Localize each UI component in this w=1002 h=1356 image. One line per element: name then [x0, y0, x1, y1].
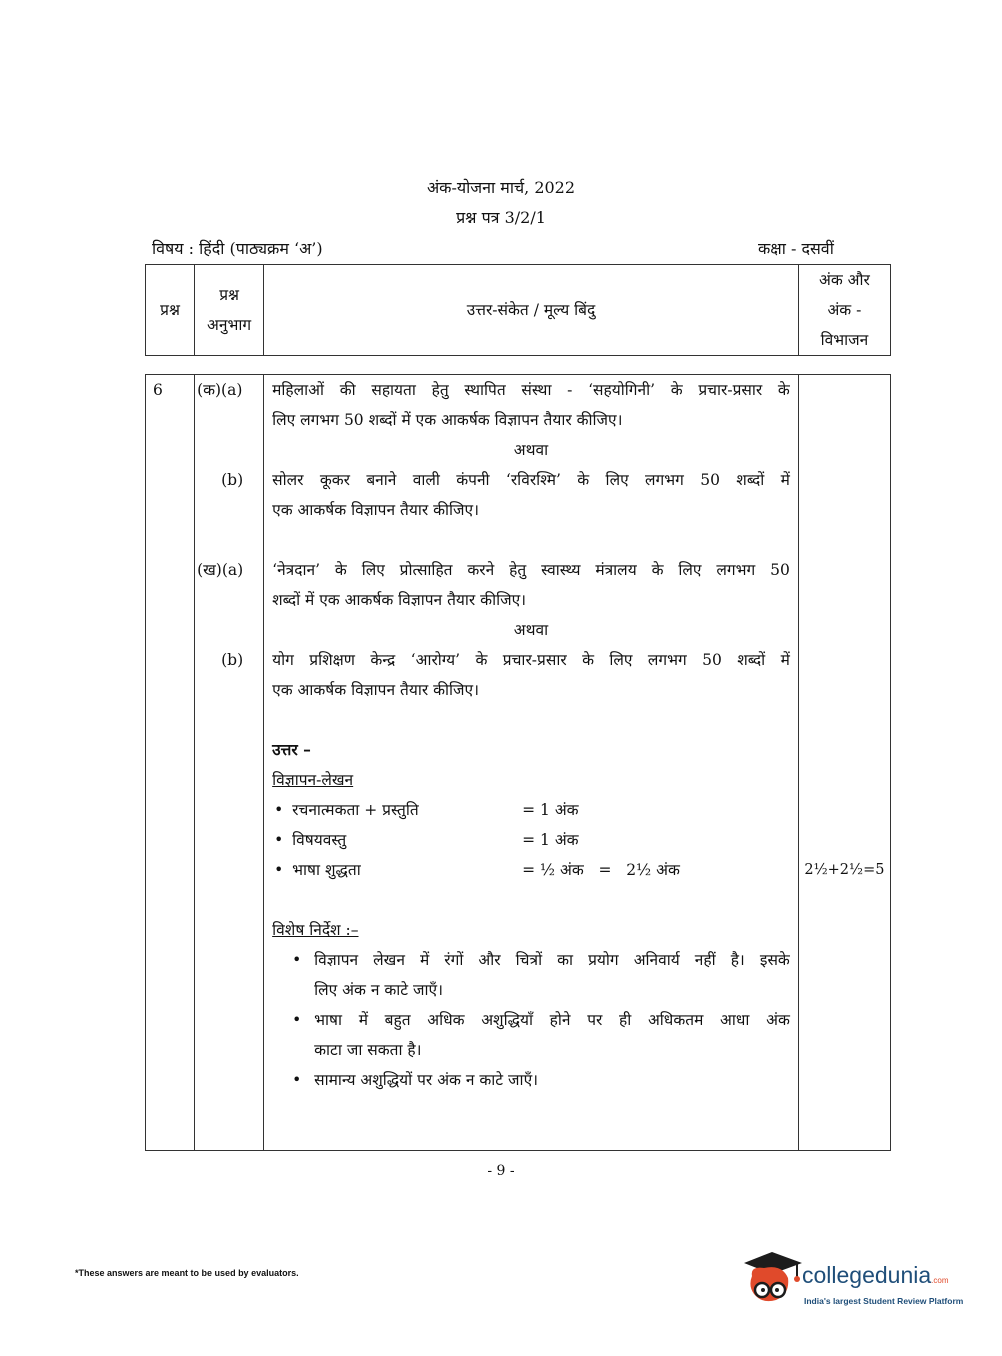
- brand-name: collegedunia: [802, 1262, 932, 1288]
- bullet-icon: •: [292, 1011, 302, 1029]
- criteria-value: = ½ अंक = 2½ अंक: [522, 861, 680, 879]
- answer-table: [145, 374, 891, 1151]
- section-kha-b: (b): [221, 651, 244, 669]
- criteria-item: [264, 855, 798, 885]
- criteria-name: विषयवस्तु: [292, 831, 347, 849]
- header-table: [145, 264, 891, 356]
- bullet-icon: •: [292, 951, 302, 969]
- page-title: अंक-योजना मार्च, 2022: [426, 178, 576, 197]
- note-line1: भाषा में बहुत अधिक अशुद्धियाँ होने पर ही अधिकतम आधा अंक: [314, 1011, 790, 1029]
- kha-a-line2: शब्दों में एक आकर्षक विज्ञापन तैयार कीजिए।: [272, 591, 527, 609]
- bullet-icon: •: [274, 861, 284, 879]
- kha-b-line1: योग प्रशिक्षण केन्द्र ‘आरोग्य’ के प्रचार-प्रसार के लिए लगभग 50 शब्दों में: [272, 651, 790, 669]
- header-marks-line3: विभाजन: [820, 331, 869, 349]
- criteria-name: रचनात्मकता + प्रस्तुति: [292, 801, 419, 819]
- header-section: [195, 265, 264, 356]
- header-marks-line2: अंक -: [827, 301, 862, 319]
- kha-a-line1: ‘नेत्रदान’ के लिए प्रोत्साहित करने हेतु स्वास्थ्य मंत्रालय के लिए लगभग 50: [272, 561, 790, 579]
- header-section-line2: अनुभाग: [207, 316, 252, 334]
- section-ka-a: (क)(a): [197, 381, 243, 399]
- note-line1: सामान्य अशुद्धियों पर अंक न काटे जाएँ।: [314, 1071, 539, 1089]
- special-instructions-text: विशेष निर्देश :–: [272, 921, 359, 939]
- answer-label: उत्तर –: [272, 740, 311, 759]
- header-answer-points: उत्तर-संकेत / मूल्य बिंदु: [264, 265, 799, 356]
- note-item: [264, 945, 798, 1005]
- note-line2: लिए अंक न काटे जाएँ।: [314, 981, 443, 999]
- bullet-icon: •: [292, 1071, 302, 1089]
- section-cell: [195, 375, 264, 1151]
- header-marks-line1: अंक और: [818, 271, 870, 289]
- collegedunia-logo: [742, 1248, 982, 1312]
- section-title: [264, 765, 798, 795]
- class-label: कक्षा - दसवीं: [758, 239, 834, 258]
- question-number-cell: [146, 375, 195, 1151]
- evaluator-footnote: *These answers are meant to be used by evaluators.: [75, 1268, 299, 1278]
- criteria-item: [264, 825, 798, 855]
- brand-suffix: .com: [931, 1276, 949, 1285]
- question-number: 6: [153, 381, 163, 399]
- or-label-2: अथवा: [513, 621, 549, 639]
- bullet-icon: •: [274, 801, 284, 819]
- criteria-value: = 1 अंक: [522, 831, 579, 849]
- ka-b-line2: एक आकर्षक विज्ञापन तैयार कीजिए।: [272, 501, 479, 519]
- ka-a-line1: महिलाओं की सहायता हेतु स्थापित संस्था - ‘सहयोगिनी’ के प्रचार-प्रसार के: [272, 381, 790, 399]
- section-kha-a: (ख)(a): [197, 561, 244, 579]
- criteria-item: [264, 795, 798, 825]
- header-question: प्रश्न: [146, 265, 195, 356]
- bullet-icon: •: [274, 831, 284, 849]
- page-number: - 9 -: [487, 1163, 515, 1179]
- header-marks: [798, 265, 890, 356]
- note-item: [264, 1005, 798, 1065]
- ka-a-line2: लिए लगभग 50 शब्दों में एक आकर्षक विज्ञापन तैयार कीजिए।: [272, 411, 623, 429]
- marks-cell: [798, 375, 890, 1151]
- section-title-text: विज्ञापन-लेखन: [272, 771, 354, 789]
- criteria-value: = 1 अंक: [522, 801, 579, 819]
- or-label-1: अथवा: [513, 441, 549, 459]
- section-ka-b: (b): [221, 471, 244, 489]
- criteria-name: भाषा शुद्धता: [292, 861, 361, 879]
- student-mascot-icon: [742, 1248, 804, 1312]
- brand-tagline: India's largest Student Review Platform: [804, 1296, 964, 1306]
- marks-value: 2½+2½=5: [804, 862, 885, 878]
- subject-label: विषय : हिंदी (पाठ्यक्रम ‘अ’): [152, 239, 323, 258]
- note-item: [264, 1065, 798, 1095]
- special-instructions-title: [264, 915, 798, 945]
- note-line2: काटा जा सकता है।: [314, 1041, 422, 1059]
- note-line1: विज्ञापन लेखन में रंगों और चित्रों का प्रयोग अनिवार्य नहीं है। इसके: [314, 951, 790, 969]
- paper-code: प्रश्न पत्र 3/2/1: [456, 208, 546, 227]
- kha-b-line2: एक आकर्षक विज्ञापन तैयार कीजिए।: [272, 681, 479, 699]
- header-section-line1: प्रश्न: [219, 286, 239, 304]
- ka-b-line1: सोलर कूकर बनाने वाली कंपनी ‘रविरश्मि’ के लिए लगभग 50 शब्दों में: [272, 471, 790, 489]
- answer-cell: [264, 375, 799, 1151]
